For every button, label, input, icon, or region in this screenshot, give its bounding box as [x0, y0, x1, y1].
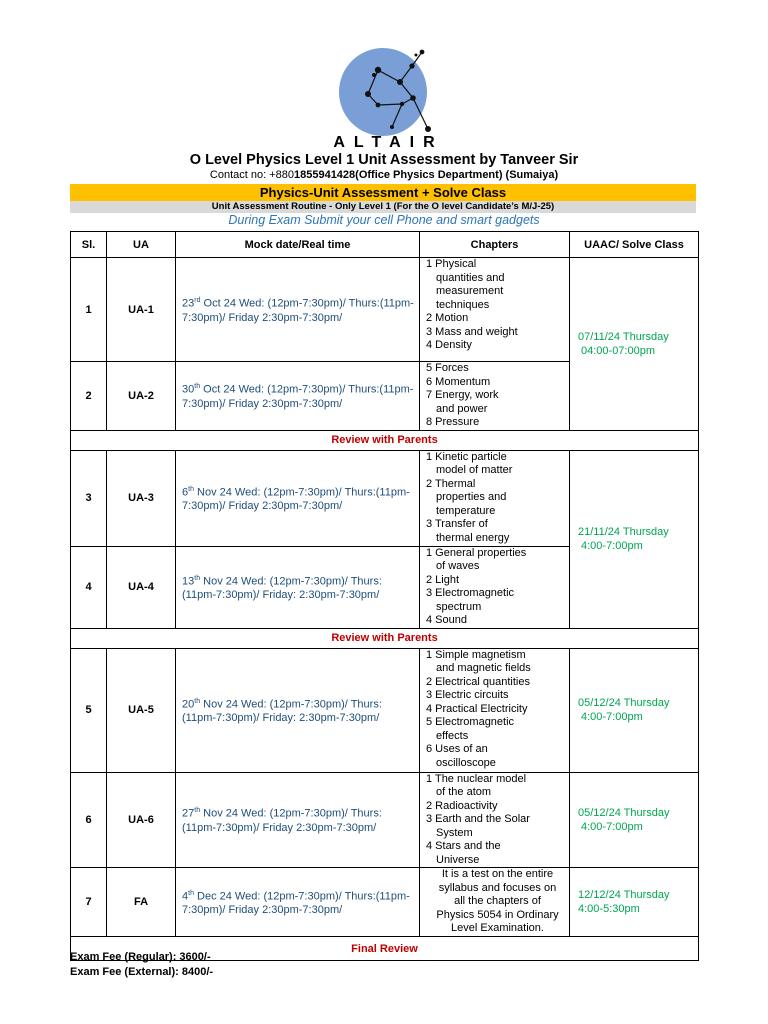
header-ua: UA	[107, 232, 176, 258]
chapter-line: of the atom	[436, 786, 492, 798]
review-row	[71, 628, 699, 648]
chapter-line: 1 The nuclear model	[426, 772, 527, 785]
header-chapters: Chapters	[420, 232, 570, 258]
solve-date: 12/12/24 Thursday	[578, 889, 670, 901]
final-review-label: Final Review	[71, 937, 699, 961]
chapter-line: 1 Physical	[426, 258, 477, 270]
banner-heading: Physics-Unit Assessment + Solve Class	[70, 184, 696, 201]
chapter-line: measurement	[436, 285, 504, 297]
table-row	[71, 772, 699, 868]
date-detail: Nov 24 Wed: (12pm-7:30pm)/ Thurs:(11pm-7:30pm)/ Friday 2:30pm-7:30pm/	[182, 808, 382, 835]
date-day: 23	[182, 297, 195, 310]
date-day: 4	[182, 890, 189, 903]
row-solve-class	[570, 868, 699, 937]
chapter-line: effects	[436, 729, 469, 742]
chapter-line: 4 Practical Electricity	[426, 702, 528, 715]
row-date	[176, 648, 420, 772]
table-row	[71, 450, 699, 546]
row-chapters	[420, 868, 570, 937]
row-solve-class	[570, 772, 699, 868]
row-sl: 1	[71, 258, 107, 362]
chapter-line: model of matter	[436, 464, 513, 476]
chapter-line: temperature	[436, 504, 496, 517]
header-solve-class: UAAC/ Solve Class	[570, 232, 699, 258]
solve-time: 4:00-7:00pm	[581, 820, 643, 833]
row-ua: UA-3	[107, 450, 176, 546]
row-ua: UA-4	[107, 546, 176, 628]
solve-time: 04:00-07:00pm	[581, 344, 655, 357]
date-detail: Nov 24 Wed: (12pm-7:30pm)/ Thurs:(11pm-7:30pm)/ Friday 2:30pm-7:30pm/	[182, 486, 410, 513]
date-suffix: th	[194, 383, 201, 391]
chapter-line: 3 Transfer of	[426, 518, 488, 530]
chapter-line: all the chapters of	[454, 895, 541, 907]
row-ua: UA-1	[107, 258, 176, 362]
chapter-line: 4 Density	[426, 339, 472, 351]
chapter-line: properties and	[436, 491, 507, 503]
table-row	[71, 868, 699, 937]
routine-subheading: Unit Assessment Routine - Only Level 1 (For the O level Candidate’s M/J-25)	[70, 201, 696, 213]
chapter-line: 2 Electrical quantities	[426, 675, 530, 688]
chapter-line: 2 Radioactivity	[426, 799, 498, 812]
table-row	[71, 648, 699, 772]
table-header-row	[71, 232, 699, 258]
chapter-line: 4 Sound	[426, 614, 467, 626]
date-suffix: th	[188, 485, 194, 493]
row-ua: FA	[107, 868, 176, 937]
review-row	[71, 430, 699, 450]
chapter-line: and power	[436, 402, 488, 415]
date-day: 6	[182, 486, 189, 499]
date-day: 27	[182, 808, 195, 821]
row-solve-class	[570, 258, 699, 431]
chapter-line: 2 Motion	[426, 312, 469, 324]
chapter-line: 3 Earth and the Solar	[426, 813, 530, 825]
exam-fee-external: Exam Fee (External): 8400/-	[70, 966, 214, 978]
row-sl: 6	[71, 772, 107, 868]
header-date: Mock date/Real time	[176, 232, 420, 258]
row-sl: 7	[71, 868, 107, 937]
row-sl: 4	[71, 546, 107, 628]
date-detail: Oct 24 Wed: (12pm-7:30pm)/ Thurs:(11pm-7:30pm)/ Friday 2:30pm-7:30pm/	[182, 297, 414, 324]
chapter-line: syllabus and focuses on	[438, 881, 557, 894]
review-label: Review with Parents	[71, 628, 699, 648]
chapter-line: 5 Forces	[426, 362, 469, 374]
solve-date: 07/11/24 Thursday	[578, 330, 669, 343]
row-date	[176, 772, 420, 868]
date-day: 13	[182, 575, 195, 588]
row-sl: 2	[71, 362, 107, 431]
header-sl: Sl.	[71, 232, 107, 258]
chapter-line: of waves	[436, 560, 480, 572]
solve-time: 4:00-7:00pm	[581, 711, 643, 723]
row-ua: UA-5	[107, 648, 176, 772]
date-suffix: th	[188, 889, 194, 897]
row-date	[176, 546, 420, 628]
chapter-line: 5 Electromagnetic	[426, 716, 515, 728]
date-day: 20	[182, 698, 195, 711]
page-title: O Level Physics Level 1 Unit Assessment by Tanveer Sir	[189, 152, 579, 168]
review-label: Review with Parents	[71, 430, 699, 450]
date-suffix: th	[194, 807, 201, 815]
chapter-line: 2 Thermal	[426, 477, 476, 490]
row-solve-class	[570, 648, 699, 772]
row-sl: 5	[71, 648, 107, 772]
chapter-line: 3 Mass and weight	[426, 325, 518, 338]
chapter-line: It is a test on the entire	[441, 868, 554, 880]
row-date	[176, 362, 420, 431]
exam-fee-regular: Exam Fee (Regular): 3600/-	[70, 951, 211, 963]
chapter-line: 8 Pressure	[426, 416, 480, 428]
exam-warning: During Exam Submit your cell Phone and smart gadgets	[228, 213, 540, 227]
row-chapters	[420, 772, 570, 868]
chapter-line: 7 Energy, work	[426, 389, 499, 401]
chapter-line: Physics 5054 in Ordinary	[436, 908, 559, 921]
chapter-line: and magnetic fields	[436, 662, 531, 674]
solve-date: 05/12/24 Thursday	[578, 806, 670, 819]
row-ua: UA-6	[107, 772, 176, 868]
chapter-line: 2 Light	[426, 573, 460, 586]
solve-time: 4:00-5:30pm	[578, 903, 640, 915]
contact-info	[0, 169, 768, 181]
date-detail: Nov 24 Wed: (12pm-7:30pm)/ Thurs:(11pm-7:30pm)/ Friday: 2:30pm-7:30pm/	[182, 575, 382, 602]
date-detail: Nov 24 Wed: (12pm-7:30pm)/ Thurs: (11pm-7:30pm)/ Friday: 2:30pm-7:30pm/	[182, 698, 382, 725]
chapter-line: 4 Stars and the	[426, 840, 501, 852]
chapter-line: Level Examination.	[451, 922, 544, 934]
chapter-line: quantities and	[436, 271, 505, 284]
row-sl: 3	[71, 450, 107, 546]
solve-date: 05/12/24 Thursday	[578, 697, 670, 709]
date-suffix: th	[194, 574, 201, 582]
row-date	[176, 868, 420, 937]
chapter-line: 1 Kinetic particle	[426, 450, 507, 463]
date-suffix: rd	[194, 297, 201, 305]
row-date	[176, 258, 420, 362]
chapter-line: 6 Momentum	[426, 375, 491, 388]
table-row	[71, 258, 699, 362]
row-chapters	[420, 546, 570, 628]
row-chapters	[420, 362, 570, 431]
chapter-line: 3 Electromagnetic	[426, 587, 515, 599]
date-day: 30	[182, 384, 195, 397]
date-suffix: th	[194, 697, 201, 705]
brand-name: ALTAIR	[333, 134, 444, 151]
chapter-line: System	[436, 826, 473, 839]
row-ua: UA-2	[107, 362, 176, 431]
row-date	[176, 450, 420, 546]
chapter-line: 1 Simple magnetism	[426, 648, 526, 661]
solve-time: 4:00-7:00pm	[581, 540, 643, 552]
chapter-line: thermal energy	[436, 531, 510, 544]
row-chapters	[420, 450, 570, 546]
contact-number: 1855941428(Office Physics Department) (Sumaiya)	[293, 169, 559, 181]
date-detail: Oct 24 Wed: (12pm-7:30pm)/ Thurs:(11pm-7:30pm)/ Friday 2:30pm-7:30pm/	[182, 384, 414, 411]
date-detail: Dec 24 Wed: (12pm-7:30pm)/ Thurs:(11pm-7:30pm)/ Friday 2:30pm-7:30pm/	[182, 890, 410, 917]
solve-date: 21/11/24 Thursday	[578, 526, 669, 538]
chapter-line: techniques	[436, 298, 490, 311]
assessment-table	[70, 231, 699, 961]
chapter-line: spectrum	[436, 600, 482, 613]
chapter-line: 1 General properties	[426, 546, 527, 559]
row-chapters	[420, 648, 570, 772]
contact-prefix: Contact no: +880	[209, 169, 294, 181]
chapter-line: 6 Uses of an	[426, 743, 488, 755]
chapter-line: oscilloscope	[436, 756, 496, 769]
row-solve-class	[570, 450, 699, 628]
altair-logo	[330, 42, 440, 137]
row-chapters	[420, 258, 570, 362]
chapter-line: Universe	[436, 853, 480, 866]
chapter-line: 3 Electric circuits	[426, 689, 509, 701]
